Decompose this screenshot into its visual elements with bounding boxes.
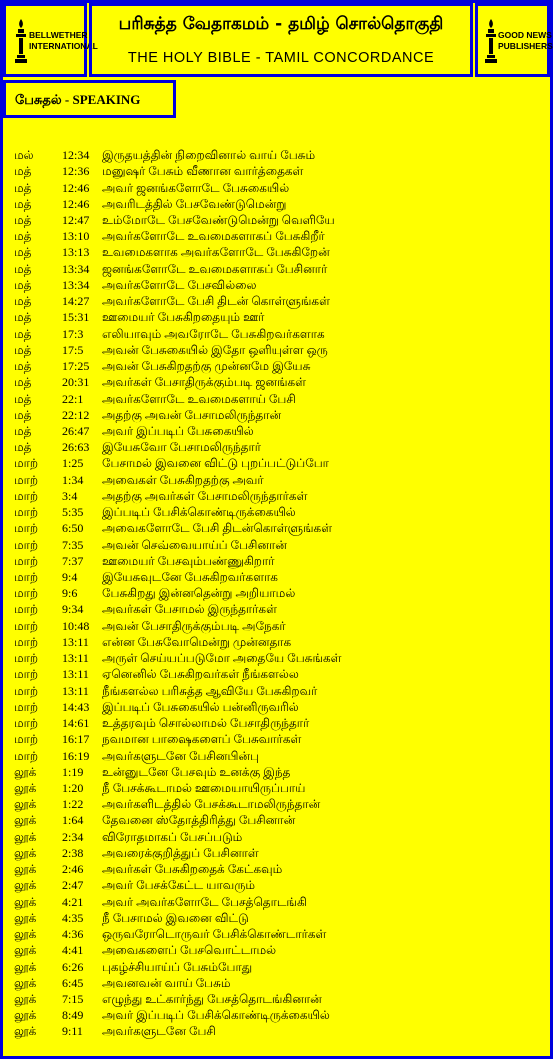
verse-reference: 12:46 — [62, 180, 90, 195]
book-abbrev: மத் — [14, 261, 32, 276]
verse-excerpt: அவர்களோடே உவமைகளாய் பேசி — [102, 391, 296, 406]
verse-excerpt: அதற்கு அவர்கள் பேசாமலிருந்தார்கள் — [102, 488, 308, 503]
verse-reference: 3:4 — [62, 488, 78, 503]
verse-reference: 13:10 — [62, 229, 90, 244]
book-abbrev: லூக் — [14, 927, 37, 941]
verse-excerpt: அவரைக்குறித்துப் பேசினாள் — [102, 845, 259, 860]
verse-reference: 17:25 — [62, 359, 90, 373]
title-tamil: பரிசுத்த வேதாகமம் - தமிழ் சொல்தொகுதி — [118, 14, 444, 34]
book-abbrev: மாற் — [14, 488, 39, 503]
verse-reference: 13:13 — [62, 245, 90, 260]
logo-left-text: BELLWETHER INTERNATIONAL — [29, 30, 98, 51]
book-abbrev: மத் — [14, 245, 32, 260]
verse-excerpt: அவர் இப்படிப் பேசுகையில் — [102, 423, 254, 438]
verse-excerpt: அவர்களோடே பேசவில்லை — [102, 277, 257, 292]
book-abbrev: மாற் — [14, 667, 39, 682]
verse-excerpt: நவமான பாஷைகளைப் பேசுவார்கள் — [102, 732, 302, 747]
verse-excerpt: ஊமையர் பேசுகிறதையும் ஊர் — [102, 310, 265, 325]
header — [0, 0, 553, 80]
verse-reference: 13:34 — [62, 261, 90, 276]
verse-excerpt: மனுஷர் பேசும் வீணான வார்த்தைகள் — [102, 164, 304, 179]
book-abbrev: மாற் — [14, 634, 39, 649]
book-abbrev: லூக் — [14, 943, 37, 958]
verse-reference: 7:37 — [62, 553, 84, 568]
verse-reference: 1:19 — [62, 764, 84, 779]
verse-excerpt: ஏனெனில் பேசுகிறவர்கள் நீங்களல்ல — [102, 667, 299, 682]
book-abbrev: மத் — [14, 391, 32, 406]
verse-excerpt: இப்படிப் பேசிக்கொண்டிருக்கையில் — [102, 505, 296, 520]
book-abbrev: மத் — [14, 164, 32, 179]
verse-reference: 9:11 — [62, 1024, 83, 1039]
oil-lamp-icon — [14, 18, 28, 68]
verse-excerpt: அவர்களுடனே பேசி — [102, 1024, 216, 1039]
verse-reference: 13:11 — [62, 667, 89, 682]
book-abbrev: லூக் — [14, 781, 37, 795]
verse-excerpt: எலியாவும் அவரோடே பேசுகிறவர்களாக — [102, 326, 325, 341]
book-abbrev: மாற் — [14, 699, 39, 714]
verse-excerpt: அவைகள் பேசுகிறதற்கு அவர் — [102, 472, 264, 487]
book-abbrev: மத் — [14, 277, 32, 292]
verse-excerpt: அவர்களோடே பேசி திடன் கொள்ளுங்கள் — [102, 294, 330, 309]
verse-reference: 22:12 — [62, 407, 90, 422]
verse-reference: 7:15 — [62, 992, 84, 1006]
book-abbrev: மத் — [14, 440, 32, 455]
verse-excerpt: என்ன பேசுவோமென்று முன்னதாக — [102, 634, 292, 649]
verse-excerpt: அவன் பேசுகிறதற்கு முன்னமே இயேசு — [102, 359, 311, 373]
book-abbrev: மாற் — [14, 748, 39, 763]
verse-reference: 1:64 — [62, 813, 84, 828]
book-abbrev: லூக் — [14, 829, 37, 844]
book-abbrev: மாற் — [14, 732, 39, 747]
verse-excerpt: அவரிடத்தில் பேசவேண்டுமென்று — [102, 196, 287, 211]
book-abbrev: மத் — [14, 326, 32, 341]
book-abbrev: மாற் — [14, 716, 39, 731]
book-abbrev: மல் — [14, 148, 34, 162]
book-abbrev: லூக் — [14, 992, 37, 1006]
book-abbrev: மாற் — [14, 553, 39, 568]
book-abbrev: லூக் — [14, 845, 37, 860]
verse-reference: 17:5 — [62, 342, 84, 357]
book-abbrev: லூக் — [14, 975, 37, 990]
verse-reference: 14:43 — [62, 699, 90, 714]
book-abbrev: லூக் — [14, 797, 37, 812]
verse-reference: 14:61 — [62, 716, 90, 731]
verse-reference: 16:17 — [62, 732, 90, 747]
verse-reference: 6:26 — [62, 959, 84, 974]
book-abbrev: மத் — [14, 229, 32, 244]
verse-excerpt: அவர் அவர்களோடே பேசத்தொடங்கி — [102, 894, 307, 909]
verse-excerpt: விரோதமாகப் பேசப்படும் — [102, 829, 243, 844]
verse-excerpt: அவர் இப்படிப் பேசிக்கொண்டிருக்கையில் — [102, 1008, 330, 1023]
verse-reference: 4:35 — [62, 910, 84, 925]
verse-reference: 12:34 — [62, 148, 90, 162]
verse-reference: 1:22 — [62, 797, 84, 812]
verse-reference: 2:46 — [62, 862, 84, 877]
verse-reference: 9:34 — [62, 602, 84, 617]
topic-box — [3, 80, 176, 118]
verse-excerpt: அவைகளோடே பேசி திடன்கொள்ளுங்கள் — [102, 521, 333, 536]
book-abbrev: லூக் — [14, 1024, 37, 1039]
verse-excerpt: அதற்கு அவன் பேசாமலிருந்தான் — [102, 407, 282, 422]
book-abbrev: மத் — [14, 180, 32, 195]
verse-excerpt: அவன் பேசாதிருக்கும்படி அநேகர் — [102, 618, 286, 633]
verse-excerpt: பேசுகிறது இன்னதென்று அறியாமல் — [102, 586, 296, 601]
verse-reference: 2:34 — [62, 829, 84, 844]
verse-reference: 26:47 — [62, 423, 90, 438]
verse-excerpt: இருதயத்தின் நிறைவினால் வாய் பேசும் — [102, 148, 316, 162]
verse-reference: 6:45 — [62, 975, 84, 990]
verse-reference: 13:11 — [62, 683, 89, 698]
verse-excerpt: இயேசுவோ பேசாமலிருந்தார் — [102, 440, 261, 455]
book-abbrev: லூக் — [14, 813, 37, 828]
verse-excerpt: எழுந்து உட்கார்ந்து பேசத்தொடங்கினான் — [102, 992, 322, 1006]
verse-reference: 12:36 — [62, 164, 90, 179]
verse-reference: 1:25 — [62, 456, 84, 471]
verse-excerpt: அவர்களிடத்தில் பேசக்கூடாமலிருந்தான் — [102, 797, 321, 812]
verse-excerpt: உம்மோடே பேசவேண்டுமென்று வெளியே — [102, 212, 335, 227]
verse-reference: 4:21 — [62, 894, 84, 909]
verse-reference: 8:49 — [62, 1008, 84, 1023]
verse-reference: 12:47 — [62, 212, 90, 227]
book-abbrev: மாற் — [14, 602, 39, 617]
verse-excerpt: தேவனை ஸ்தோத்திரித்து பேசினான் — [102, 813, 296, 828]
verse-reference: 9:4 — [62, 570, 78, 584]
verse-excerpt: அவர் ஜனங்களோடே பேசுகையில் — [102, 180, 290, 195]
book-abbrev: மாற் — [14, 570, 39, 584]
verse-excerpt: அவன் பேசுகையில் இதோ ஒளியுள்ள ஒரு — [102, 342, 328, 357]
logo-bellwether — [3, 3, 98, 77]
verse-reference: 10:48 — [62, 618, 90, 633]
book-abbrev: மத் — [14, 196, 32, 211]
verse-excerpt: உத்தரவும் சொல்லாமல் பேசாதிருந்தார் — [102, 716, 310, 731]
verse-reference: 17:3 — [62, 326, 84, 341]
book-abbrev: மத் — [14, 294, 32, 309]
verse-reference: 2:47 — [62, 878, 84, 893]
verse-reference: 13:11 — [62, 634, 89, 649]
verse-excerpt: அவர்கள் பேசாதிருக்கும்படி ஜனங்கள் — [102, 375, 306, 390]
book-abbrev: மாற் — [14, 651, 39, 666]
book-abbrev: மாற் — [14, 505, 39, 520]
verse-reference: 1:34 — [62, 472, 84, 487]
book-abbrev: மத் — [14, 359, 32, 373]
book-abbrev: மாற் — [14, 683, 39, 698]
verse-reference: 20:31 — [62, 375, 90, 390]
logo-good-news — [475, 3, 553, 77]
book-abbrev: மாற் — [14, 537, 39, 552]
verse-excerpt: நீ பேசக்கூடாமல் ஊமையாயிருப்பாய் — [102, 781, 306, 795]
verse-excerpt: இயேசுவுடனே பேசுகிறவர்களாக — [102, 570, 278, 584]
verse-reference: 7:35 — [62, 537, 84, 552]
book-abbrev: லூக் — [14, 910, 37, 925]
verse-excerpt: அவர்களோடே உவமைகளாகப் பேசுகிறீர் — [102, 229, 325, 244]
book-abbrev: லூக் — [14, 764, 37, 779]
verse-reference: 26:63 — [62, 440, 90, 455]
book-abbrev: மத் — [14, 342, 32, 357]
verse-excerpt: அருள் செய்யப்படுமோ அதையே பேசுங்கள் — [102, 651, 342, 666]
topic-heading: பேசுதல் - SPEAKING — [15, 92, 141, 107]
book-abbrev: மத் — [14, 407, 32, 422]
book-abbrev: மாற் — [14, 456, 39, 471]
book-abbrev: லூக் — [14, 1008, 37, 1023]
verse-excerpt: ஊமையர் பேசவும்பண்ணுகிறார் — [102, 553, 275, 568]
verse-excerpt: அவர் பேசக்கேட்ட யாவரும் — [102, 878, 255, 893]
book-abbrev: மத் — [14, 423, 32, 438]
verse-excerpt: இப்படிப் பேசுகையில் பன்னிருவரில் — [102, 699, 299, 714]
verse-excerpt: அவைகளைப் பேசவொட்டாமல் — [102, 943, 277, 958]
verse-excerpt: உன்னுடனே பேசவும் உனக்கு இந்த — [102, 764, 291, 779]
verse-reference: 15:31 — [62, 310, 90, 325]
verse-excerpt: ஒருவரோடொருவர் பேசிக்கொண்டார்கள் — [102, 927, 327, 941]
verse-reference: 14:27 — [62, 294, 90, 309]
verse-excerpt: அவர்களுடனே பேசினபின்பு — [102, 748, 259, 763]
verse-excerpt: நீ பேசாமல் இவனை விட்டு — [102, 910, 249, 925]
book-abbrev: லூக் — [14, 878, 37, 893]
verse-reference: 16:19 — [62, 748, 90, 763]
logo-right-text: GOOD NEWS PUBLISHERS — [498, 30, 553, 51]
verse-reference: 6:50 — [62, 521, 84, 536]
verse-reference: 22:1 — [62, 391, 84, 406]
verse-reference: 2:38 — [62, 845, 84, 860]
book-abbrev: லூக் — [14, 862, 37, 877]
verse-excerpt: பேசாமல் இவனை விட்டு புறப்பட்டுப்போ — [102, 456, 329, 471]
book-abbrev: மாற் — [14, 521, 39, 536]
verse-reference: 12:46 — [62, 196, 90, 211]
book-abbrev: லூக் — [14, 959, 37, 974]
book-abbrev: மாற் — [14, 586, 39, 601]
verse-excerpt: நீங்களல்ல பரிசுத்த ஆவியே பேசுகிறவர் — [102, 683, 318, 698]
verse-reference: 1:20 — [62, 781, 84, 795]
book-abbrev: மாற் — [14, 472, 39, 487]
verse-excerpt: அவர்கள் பேசாமல் இருந்தார்கள் — [102, 602, 277, 617]
verse-excerpt: அவன் செவ்வையாய்ப் பேசினான் — [102, 537, 287, 552]
title-box — [89, 3, 473, 77]
verse-excerpt: அவனவன் வாய் பேசும் — [102, 975, 231, 990]
verse-excerpt: ஜனங்களோடே உவமைகளாகப் பேசினார் — [102, 261, 328, 276]
title-english: THE HOLY BIBLE - TAMIL CONCORDANCE — [127, 50, 435, 66]
verse-excerpt: உவமைகளாக அவர்களோடே பேசுகிறேன் — [102, 245, 330, 260]
book-abbrev: மத் — [14, 375, 32, 390]
verse-reference: 13:34 — [62, 277, 90, 292]
verse-reference: 5:35 — [62, 505, 84, 520]
book-abbrev: மாற் — [14, 618, 39, 633]
verse-reference: 13:11 — [62, 651, 89, 666]
book-abbrev: லூக் — [14, 894, 37, 909]
oil-lamp-icon — [484, 18, 498, 68]
verse-reference: 4:36 — [62, 927, 84, 941]
book-abbrev: மத் — [14, 310, 32, 325]
verse-excerpt: அவர்கள் பேசுகிறதைக் கேட்கவும் — [102, 862, 283, 877]
verse-reference: 4:41 — [62, 943, 84, 958]
verse-excerpt: புகழ்ச்சியாய்ப் பேசும்போது — [102, 959, 253, 974]
book-abbrev: மத் — [14, 212, 32, 227]
verse-reference: 9:6 — [62, 586, 78, 601]
